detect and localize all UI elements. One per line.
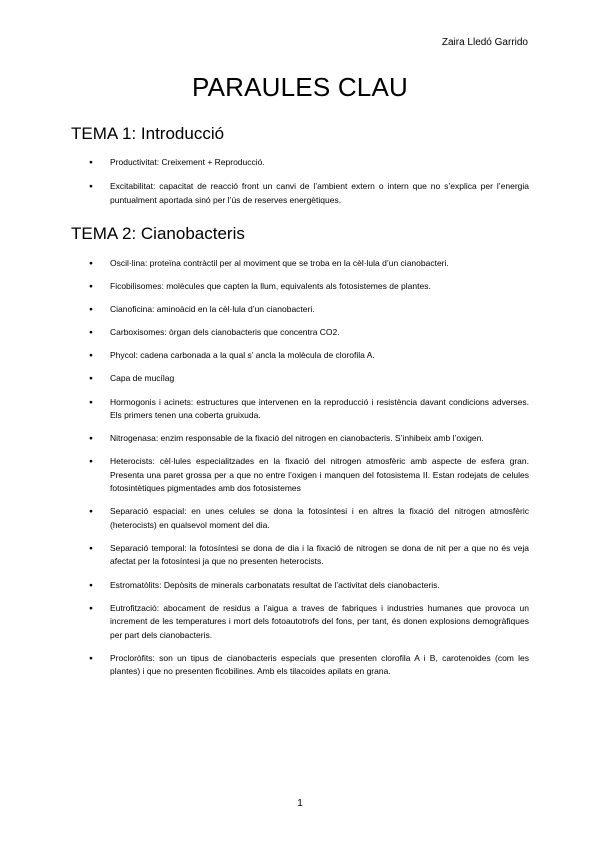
page-number: 1	[297, 798, 303, 809]
section-heading-tema-1: TEMA 1: Introducció	[71, 124, 225, 143]
list-item: ● Hormogonis i acinets: estructures que intervenen en la reproducció i resistència davant condicions adverses. Els primers tenen una coberta gruixuda.	[71, 396, 529, 423]
list-item: ● Cianoficina: aminoàcid en la cèl·lula d’un cianobacteri.	[71, 303, 529, 317]
list-item: ● Nitrogenasa: enzim responsable de la fixació del nitrogen en cianobacteris. S’inhibeix amb l’oxigen.	[71, 432, 529, 446]
list-item: ● Ficobilisomes: molècules que capten la llum, equivalents als fotosistemes de plantes.	[71, 280, 529, 294]
author-name: Zaira Lledó Garrido	[441, 37, 528, 48]
list-item: ● Capa de mucílag	[71, 372, 529, 386]
list-item: ● Productivitat: Creixement + Reproducció.	[71, 156, 529, 170]
list-item: ● Excitabilitat: capacitat de reacció front un canvi de l’ambient extern o intern que no s’explica per l’energia puntualment aportada sinó per l’ús de reserves energètiques.	[71, 180, 529, 207]
section-1-list	[71, 156, 529, 218]
list-item: ● Oscil·lina: proteïna contràctil per al moviment que se troba en la cèl·lula d’un cianobacteri.	[71, 257, 529, 271]
list-item: ● Carboxisomes: òrgan dels cianobacteris que concentra CO2.	[71, 326, 529, 340]
list-item: ● Separació temporal: la fotosíntesi se dona de dia i la fixació de nitrogen se dona de nit per a que no és veja afectat per la fotosíntesi ja que no presenten heterocists.	[71, 542, 529, 569]
section-heading-tema-2: TEMA 2: Cianobacteris	[71, 224, 245, 243]
section-2-list	[71, 257, 529, 688]
list-item: ● Estromatòlits: Depòsits de minerals carbonatats resultat de l’activitat dels cianobacteris.	[71, 579, 529, 593]
list-item: ● Separació espacial: en unes celules se dona la fotosíntesi i en altres la fixació del nitrogen atmosfèric (heterocists) en qualsevol moment del dia.	[71, 505, 529, 532]
list-item: ● Phycol: cadena carbonada a la qual s’ ancla la molècula de clorofila A.	[71, 349, 529, 363]
list-item: ● Heterocists: cèl·lules especialitzades en la fixació del nitrogen atmosfèric amb aspecte de esfera gran. Presenta una paret grossa per a que no entre l’oxigen i manquen del fotosistema II. Estan rodejats de celules fotosintètiques pigmentades amb dos fotosistemes	[71, 455, 529, 496]
document-title: PARAULES CLAU	[192, 72, 408, 102]
list-item: ● Eutrofització: abocament de residus a l’aigua a traves de fabriques i industries humanes que provoca un increment de les temperatures i mort dels fotoautotrofs del fons, per tant, és donen explosions demogràfiques per part dels cianobacteris.	[71, 602, 529, 643]
list-item: ● Procloròfits: son un tipus de cianobacteris especials que presenten clorofila A i B, carotenoides (com les plantes) i que no presenten ficobilines. Amb els tilacoides apilats en grana.	[71, 652, 529, 679]
